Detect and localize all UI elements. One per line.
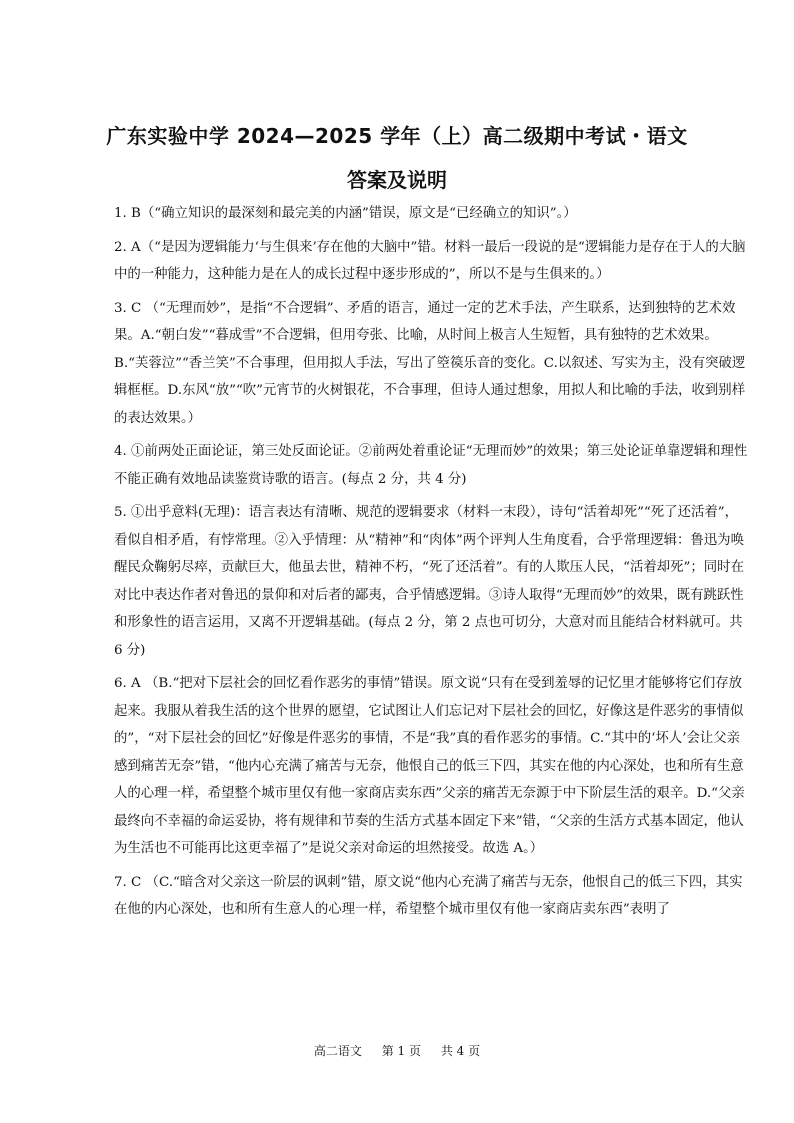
answer-number: 5. bbox=[114, 505, 132, 520]
answer-text: C （“无理而妙”，是指“不合逻辑”、矛盾的语言，通过一定的艺术手法，产生联系，达到独特的艺术效果。A.“朝白发”“暮成雪”不合逻辑，但用夸张、比喻，从时间上极言人生短暂，具有独特的艺术效果。B.“芙蓉泣”“香兰笑”不合事理，但用拟人手法，写出了箜篌乐音的变化。C.以叙述、写实为主，没有突破逻辑框框。D.东风“放”“吹”元宵节的火树银花，不合事理，但诗人通过想象，用拟人和比喻的手法，收到别样的表达效果。） bbox=[114, 300, 746, 426]
answer-number: 1. bbox=[114, 206, 132, 221]
answer-text: C （C.“暗含对父亲这一阶层的讽刺”错，原文说“他内心充满了痛苦与无奈，他恨自己的低三下四，其实在他的内心深处，也和所有生意人的心理一样，希望整个城市里仅有他一家商店卖东西”表明了 bbox=[114, 874, 743, 917]
page-title: 广东实验中学 2024—2025 学年（上）高二级期中考试・语文 bbox=[106, 124, 688, 148]
answer-number: 6. bbox=[114, 676, 132, 691]
answer-text: A（“是因为逻辑能力‘与生俱来’存在他的大脑中”错。材料一最后一段说的是“逻辑能力是存在于人的大脑中的一种能力，这种能力是在人的成长过程中逐步形成的”，所以不是与生俱来的。） bbox=[114, 239, 746, 282]
answer-text: ①前两处正面论证，第三处反面论证。②前两处着重论证“无理而妙”的效果；第三处论证单靠逻辑和理性不能正确有效地品读鉴赏诗歌的语言。(每点 2 分，共 4 分) bbox=[114, 444, 748, 487]
answer-number: 3. bbox=[114, 300, 132, 316]
answer-item-7 bbox=[114, 869, 750, 924]
answer-number: 2. bbox=[114, 239, 132, 255]
answer-text: A （B.“把对下层社会的回忆看作恶劣的事情”错误。原文说“只有在受到羞辱的记忆里才能够将它们存放起来。我服从着我生活的这个世界的愿望，它试图让人们忘记对下层社会的回忆，好像这是件恶劣的事情似的”，“对下层社会的回忆”好像是件恶劣的事情，不是“我”真的看作恶劣的事情。C.“其中的‘坏人’会让父亲感到痛苦无奈”错，“他内心充满了痛苦与无奈，他恨自己的低三下四，其实在他的内心深处，也和所有生意人的心理一样，希望整个城市里仅有他一家商店卖东西”父亲的痛苦无奈源于中下阶层生活的艰辛。D.“父亲最终向不幸福的命运妥协，将有规律和节奏的生活方式基本固定下来”错，“父亲的生活方式基本固定，他认为生活也不可能再比这更幸福了”是说父亲对命运的坦然接受。故选 A。） bbox=[114, 676, 745, 856]
answer-item-6 bbox=[114, 670, 750, 863]
answer-number: 4. bbox=[114, 444, 132, 459]
answer-text: B（“确立知识的最深刻和最完美的内涵”错误，原文是“已经确立的知识”。） bbox=[131, 206, 577, 221]
answer-list bbox=[114, 200, 750, 924]
answer-item-4 bbox=[114, 438, 750, 493]
page-subtitle: 答案及说明 bbox=[347, 168, 447, 192]
footer-page-number: 第 1 页 bbox=[381, 1044, 421, 1058]
footer-subject: 高二语文 bbox=[313, 1044, 362, 1058]
page-footer bbox=[0, 1042, 794, 1059]
answer-item-1 bbox=[114, 200, 750, 228]
footer-total-pages: 共 4 页 bbox=[440, 1044, 481, 1058]
answer-text: ①出乎意料(无理)：语言表达有清晰、规范的逻辑要求（材料一末段），诗句“活着却死”“死了还活着”，看似自相矛盾，有悖常理。②入乎情理：从“精神”和“肉体”两个评判人生角度看，合乎常理逻辑：鲁迅为唤醒民众鞠躬尽瘁，贡献巨大，他虽去世，精神不朽，“死了还活着”。有的人欺压人民，“活着却死”；同时在对比中表达作者对鲁迅的景仰和对后者的鄙夷，合乎情感逻辑。③诗人取得“无理而妙”的效果，既有跳跃性和形象性的语言运用，又离不开逻辑基础。(每点 2 分，第 2 点也可切分，大意对而且能结合材料就可。共 6 分) bbox=[114, 505, 744, 658]
answer-item-5 bbox=[114, 499, 750, 664]
answer-item-2 bbox=[114, 234, 750, 289]
answer-number: 7. bbox=[114, 874, 132, 890]
answer-item-3 bbox=[114, 295, 750, 433]
